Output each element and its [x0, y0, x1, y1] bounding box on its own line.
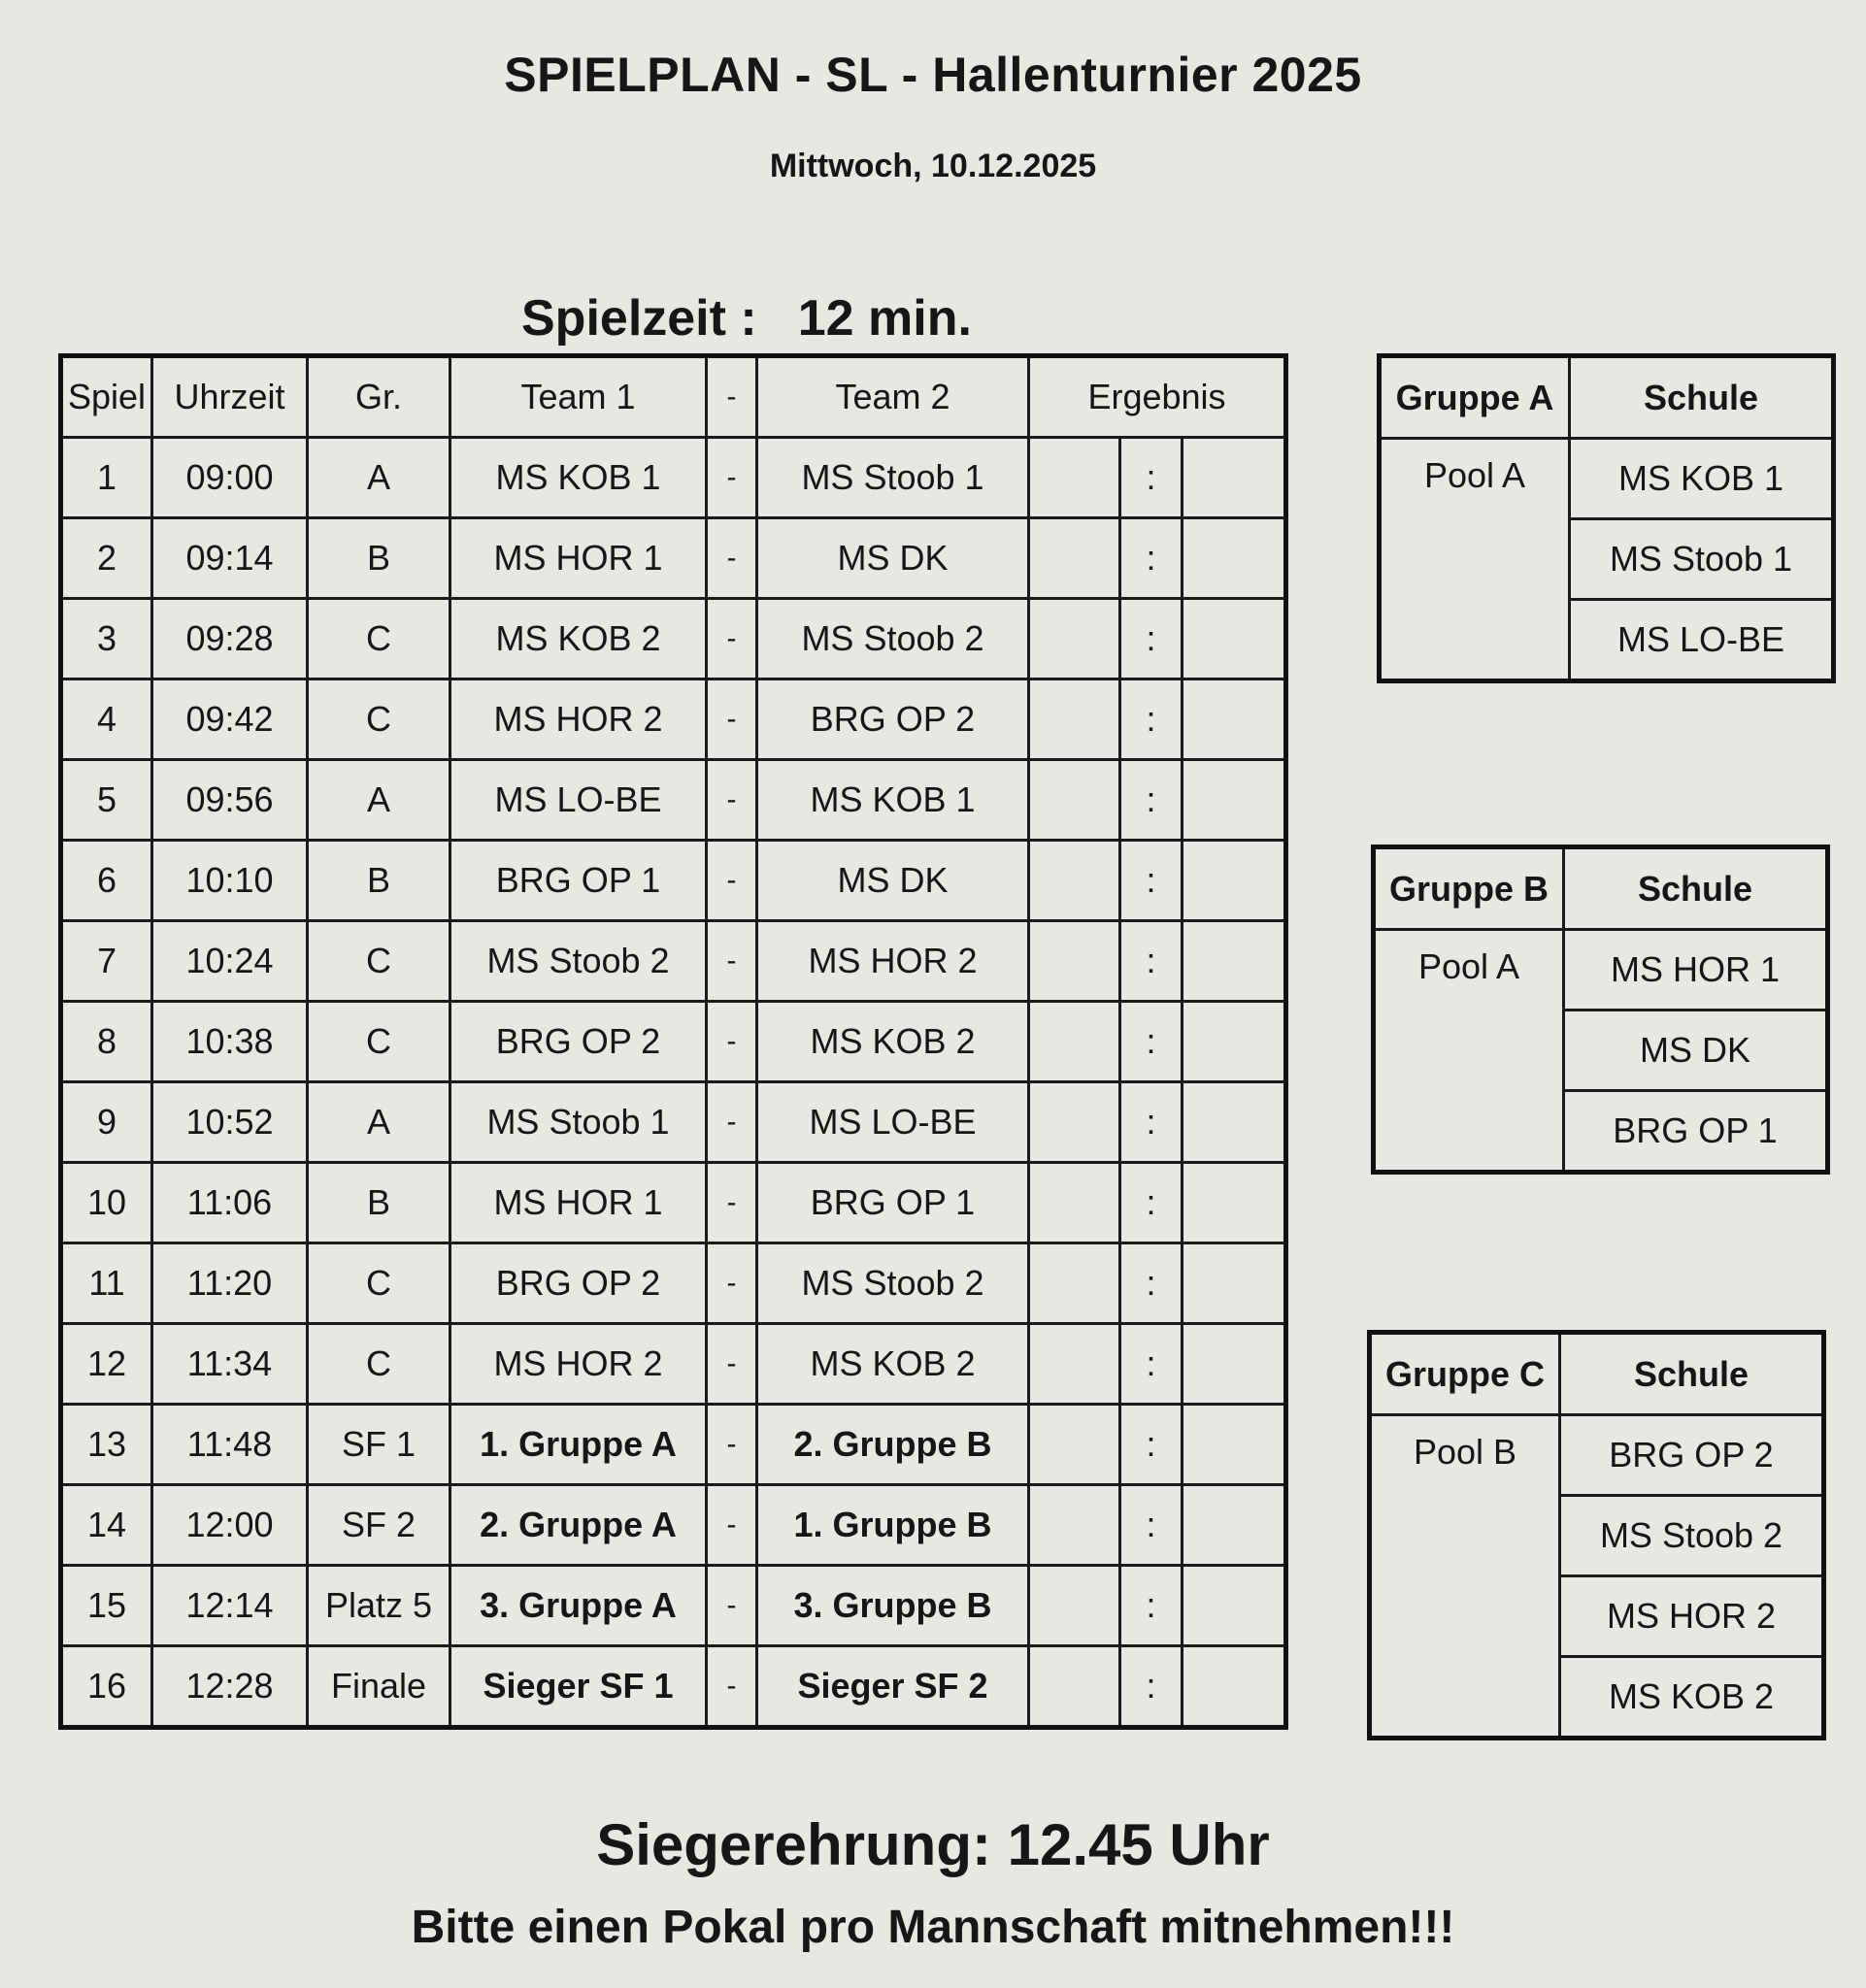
result-colon: :	[1120, 599, 1183, 679]
result-score1	[1029, 518, 1120, 599]
team2-cell: MS KOB 2	[757, 1324, 1029, 1405]
game-group: SF 2	[308, 1485, 450, 1566]
team1-cell: BRG OP 2	[450, 1002, 707, 1082]
separator-cell: -	[707, 1243, 757, 1324]
result-score1	[1029, 599, 1120, 679]
event-date: Mittwoch, 10.12.2025	[769, 148, 1097, 184]
game-number: 3	[61, 599, 152, 679]
separator-cell: -	[707, 841, 757, 921]
col-header-result: Ergebnis	[1029, 356, 1286, 438]
table-row	[61, 679, 1286, 760]
result-score1	[1029, 438, 1120, 518]
result-colon: :	[1120, 1082, 1183, 1163]
separator-cell: -	[707, 679, 757, 760]
list-item	[1374, 930, 1828, 1011]
game-time: 09:14	[152, 518, 308, 599]
team1-cell: 2. Gruppe A	[450, 1485, 707, 1566]
school-name: BRG OP 2	[1560, 1415, 1824, 1496]
table-row	[61, 1002, 1286, 1082]
team1-cell: 3. Gruppe A	[450, 1566, 707, 1646]
school-name: MS HOR 1	[1564, 930, 1828, 1011]
game-group: C	[308, 599, 450, 679]
game-time: 09:42	[152, 679, 308, 760]
result-score2	[1183, 1485, 1286, 1566]
table-row	[61, 599, 1286, 679]
team2-cell: MS LO-BE	[757, 1082, 1029, 1163]
col-header-team2: Team 2	[757, 356, 1029, 438]
school-name: MS HOR 2	[1560, 1576, 1824, 1657]
result-score2	[1183, 1002, 1286, 1082]
game-time: 09:56	[152, 760, 308, 841]
school-name: BRG OP 1	[1564, 1091, 1828, 1173]
col-header-separator: -	[707, 356, 757, 438]
school-name: MS LO-BE	[1570, 600, 1834, 681]
result-colon: :	[1120, 921, 1183, 1002]
game-number: 1	[61, 438, 152, 518]
game-time: 12:28	[152, 1646, 308, 1728]
team2-cell: BRG OP 2	[757, 679, 1029, 760]
table-row	[61, 1324, 1286, 1405]
game-group: C	[308, 1002, 450, 1082]
separator-cell: -	[707, 1646, 757, 1728]
separator-cell: -	[707, 1566, 757, 1646]
game-number: 16	[61, 1646, 152, 1728]
game-time: 12:00	[152, 1485, 308, 1566]
team1-cell: MS HOR 1	[450, 518, 707, 599]
game-number: 14	[61, 1485, 152, 1566]
game-number: 4	[61, 679, 152, 760]
separator-cell: -	[707, 1082, 757, 1163]
result-score1	[1029, 1082, 1120, 1163]
game-group: C	[308, 1324, 450, 1405]
result-score1	[1029, 841, 1120, 921]
result-score2	[1183, 1243, 1286, 1324]
school-header: Schule	[1570, 356, 1834, 439]
schedule-table	[58, 353, 1288, 1730]
game-time: 11:34	[152, 1324, 308, 1405]
result-score1	[1029, 760, 1120, 841]
game-group: A	[308, 438, 450, 518]
table-row	[61, 1243, 1286, 1324]
game-group: B	[308, 518, 450, 599]
game-time: 09:28	[152, 599, 308, 679]
table-row	[61, 438, 1286, 518]
game-time: 11:48	[152, 1405, 308, 1485]
result-colon: :	[1120, 760, 1183, 841]
group-header-row	[1380, 356, 1834, 439]
result-score1	[1029, 1405, 1120, 1485]
group-a-table	[1377, 353, 1836, 683]
result-score1	[1029, 1566, 1120, 1646]
result-score1	[1029, 1324, 1120, 1405]
team1-cell: MS HOR 2	[450, 679, 707, 760]
team2-cell: MS DK	[757, 518, 1029, 599]
result-score2	[1183, 841, 1286, 921]
team1-cell: MS Stoob 1	[450, 1082, 707, 1163]
result-colon: :	[1120, 1243, 1183, 1324]
game-number: 9	[61, 1082, 152, 1163]
team2-cell: MS KOB 2	[757, 1002, 1029, 1082]
game-time: 10:24	[152, 921, 308, 1002]
col-header-time: Uhrzeit	[152, 356, 308, 438]
pool-label: Pool A	[1417, 946, 1520, 986]
game-group: C	[308, 921, 450, 1002]
team1-cell: MS HOR 1	[450, 1163, 707, 1243]
team2-cell: MS DK	[757, 841, 1029, 921]
result-score1	[1029, 1002, 1120, 1082]
page-title: SPIELPLAN - SL - Hallenturnier 2025	[504, 48, 1362, 102]
group-name: Gruppe B	[1374, 847, 1564, 930]
col-header-game: Spiel	[61, 356, 152, 438]
separator-cell: -	[707, 1405, 757, 1485]
list-item	[1380, 439, 1834, 519]
team1-cell: MS HOR 2	[450, 1324, 707, 1405]
game-group: C	[308, 1243, 450, 1324]
separator-cell: -	[707, 1324, 757, 1405]
team2-cell: MS KOB 1	[757, 760, 1029, 841]
game-number: 2	[61, 518, 152, 599]
game-time: 10:10	[152, 841, 308, 921]
separator-cell: -	[707, 1485, 757, 1566]
table-row	[61, 760, 1286, 841]
team2-cell: 3. Gruppe B	[757, 1566, 1029, 1646]
result-score1	[1029, 1163, 1120, 1243]
separator-cell: -	[707, 599, 757, 679]
school-name: MS KOB 1	[1570, 439, 1834, 519]
separator-cell: -	[707, 438, 757, 518]
game-number: 7	[61, 921, 152, 1002]
game-number: 5	[61, 760, 152, 841]
game-number: 12	[61, 1324, 152, 1405]
team1-cell: MS Stoob 2	[450, 921, 707, 1002]
result-colon: :	[1120, 1163, 1183, 1243]
game-group: Platz 5	[308, 1566, 450, 1646]
group-name: Gruppe A	[1380, 356, 1570, 439]
col-header-team1: Team 1	[450, 356, 707, 438]
school-name: MS KOB 2	[1560, 1657, 1824, 1739]
game-group: A	[308, 1082, 450, 1163]
result-score2	[1183, 518, 1286, 599]
team1-cell: MS KOB 1	[450, 438, 707, 518]
result-score2	[1183, 679, 1286, 760]
table-row	[61, 1566, 1286, 1646]
team2-cell: 2. Gruppe B	[757, 1405, 1029, 1485]
game-number: 8	[61, 1002, 152, 1082]
result-score2	[1183, 1646, 1286, 1728]
result-score2	[1183, 921, 1286, 1002]
result-score1	[1029, 921, 1120, 1002]
result-colon: :	[1120, 1566, 1183, 1646]
separator-cell: -	[707, 921, 757, 1002]
result-colon: :	[1120, 1324, 1183, 1405]
team2-cell: Sieger SF 2	[757, 1646, 1029, 1728]
game-time: 10:38	[152, 1002, 308, 1082]
game-number: 15	[61, 1566, 152, 1646]
group-header-row	[1374, 847, 1828, 930]
team2-cell: 1. Gruppe B	[757, 1485, 1029, 1566]
trophy-note: Bitte einen Pokal pro Mannschaft mitnehmen!!!	[411, 1902, 1455, 1953]
school-header: Schule	[1560, 1333, 1824, 1415]
team2-cell: MS Stoob 2	[757, 599, 1029, 679]
game-group: A	[308, 760, 450, 841]
table-row	[61, 1485, 1286, 1566]
result-colon: :	[1120, 1646, 1183, 1728]
game-group: Finale	[308, 1646, 450, 1728]
result-score1	[1029, 679, 1120, 760]
game-group: C	[308, 679, 450, 760]
team1-cell: BRG OP 1	[450, 841, 707, 921]
group-name: Gruppe C	[1370, 1333, 1560, 1415]
team2-cell: BRG OP 1	[757, 1163, 1029, 1243]
table-row	[61, 1405, 1286, 1485]
result-colon: :	[1120, 1405, 1183, 1485]
team1-cell: BRG OP 2	[450, 1243, 707, 1324]
result-score1	[1029, 1646, 1120, 1728]
table-row	[61, 518, 1286, 599]
group-header-row	[1370, 1333, 1824, 1415]
result-score2	[1183, 1163, 1286, 1243]
pool-label: Pool B	[1413, 1432, 1517, 1472]
result-score2	[1183, 760, 1286, 841]
result-colon: :	[1120, 1002, 1183, 1082]
team1-cell: Sieger SF 1	[450, 1646, 707, 1728]
table-row	[61, 841, 1286, 921]
separator-cell: -	[707, 1002, 757, 1082]
result-score2	[1183, 599, 1286, 679]
playtime	[521, 289, 972, 348]
table-row	[61, 1082, 1286, 1163]
team2-cell: MS HOR 2	[757, 921, 1029, 1002]
group-b-table	[1371, 845, 1830, 1175]
separator-cell: -	[707, 518, 757, 599]
pool-label: Pool A	[1423, 455, 1526, 495]
team2-cell: MS Stoob 1	[757, 438, 1029, 518]
result-score1	[1029, 1485, 1120, 1566]
game-group: SF 1	[308, 1405, 450, 1485]
game-number: 13	[61, 1405, 152, 1485]
result-score1	[1029, 1243, 1120, 1324]
col-header-group: Gr.	[308, 356, 450, 438]
schedule-header-row	[61, 356, 1286, 438]
result-colon: :	[1120, 438, 1183, 518]
game-group: B	[308, 1163, 450, 1243]
separator-cell: -	[707, 760, 757, 841]
award-ceremony: Siegerehrung: 12.45 Uhr	[596, 1812, 1270, 1877]
result-score2	[1183, 1082, 1286, 1163]
game-number: 6	[61, 841, 152, 921]
team1-cell: 1. Gruppe A	[450, 1405, 707, 1485]
result-score2	[1183, 1324, 1286, 1405]
game-group: B	[308, 841, 450, 921]
playtime-label: Spielzeit :	[521, 290, 757, 347]
game-time: 09:00	[152, 438, 308, 518]
team1-cell: MS LO-BE	[450, 760, 707, 841]
game-time: 12:14	[152, 1566, 308, 1646]
separator-cell: -	[707, 1163, 757, 1243]
team2-cell: MS Stoob 2	[757, 1243, 1029, 1324]
school-header: Schule	[1564, 847, 1828, 930]
result-score2	[1183, 438, 1286, 518]
game-time: 11:06	[152, 1163, 308, 1243]
table-row	[61, 1646, 1286, 1728]
result-colon: :	[1120, 679, 1183, 760]
game-number: 11	[61, 1243, 152, 1324]
result-colon: :	[1120, 1485, 1183, 1566]
school-name: MS DK	[1564, 1011, 1828, 1091]
result-score2	[1183, 1405, 1286, 1485]
school-name: MS Stoob 1	[1570, 519, 1834, 600]
result-score2	[1183, 1566, 1286, 1646]
table-row	[61, 921, 1286, 1002]
list-item	[1370, 1415, 1824, 1496]
team1-cell: MS KOB 2	[450, 599, 707, 679]
school-name: MS Stoob 2	[1560, 1496, 1824, 1576]
result-colon: :	[1120, 518, 1183, 599]
game-number: 10	[61, 1163, 152, 1243]
group-c-table	[1367, 1330, 1826, 1740]
table-row	[61, 1163, 1286, 1243]
playtime-value: 12 min.	[797, 290, 972, 347]
result-colon: :	[1120, 841, 1183, 921]
game-time: 11:20	[152, 1243, 308, 1324]
game-time: 10:52	[152, 1082, 308, 1163]
